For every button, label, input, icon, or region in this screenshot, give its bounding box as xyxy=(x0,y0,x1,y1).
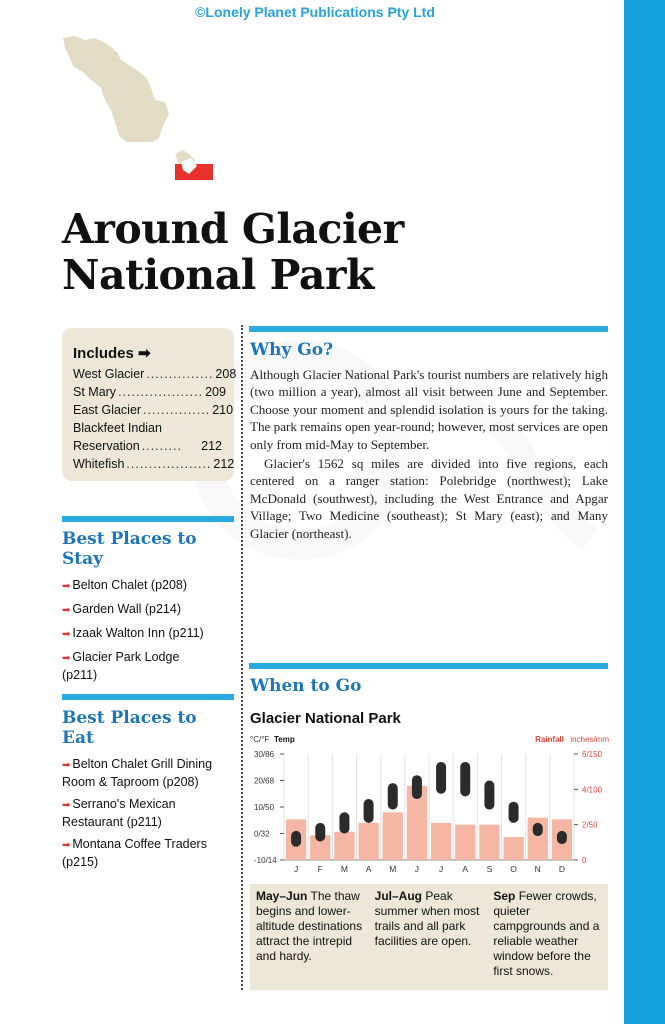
arrow-bullet-icon: ➡ xyxy=(62,760,71,771)
temp-range-bar xyxy=(315,823,325,842)
include-item[interactable]: West Glacier ............... 208 xyxy=(73,367,237,381)
rain-bar xyxy=(479,825,499,860)
temp-range-bar xyxy=(509,802,519,823)
stay-heading: Best Places to Stay xyxy=(62,529,197,569)
month-label: J xyxy=(414,864,420,874)
right-tick-label: 2/50 xyxy=(582,820,598,830)
rain-bar xyxy=(431,823,451,860)
left-tick-label: 20/68 xyxy=(254,776,275,786)
month-label: S xyxy=(486,864,493,874)
right-axis-label: Rainfall xyxy=(535,735,564,744)
right-tick-label: 4/100 xyxy=(582,785,603,795)
temp-range-bar xyxy=(557,831,567,844)
temp-range-bar xyxy=(388,783,398,810)
rain-bar xyxy=(334,832,354,860)
month-label: M xyxy=(340,864,348,874)
left-axis-label: Temp xyxy=(274,735,295,744)
include-item[interactable]: East Glacier ............... 210 xyxy=(73,403,234,417)
month-label: J xyxy=(293,864,299,874)
list-item[interactable]: ➡ Izaak Walton Inn (p211) xyxy=(62,626,204,640)
eat-list xyxy=(62,756,237,876)
include-item[interactable]: Blackfeet Indian Reservation ......... 212 xyxy=(73,421,222,453)
climate-chart xyxy=(248,732,610,880)
why-go-rule xyxy=(249,326,608,332)
right-tick-label: 0 xyxy=(582,856,587,865)
when-to-go-rule xyxy=(249,663,608,669)
list-item[interactable]: ➡ Garden Wall (p214) xyxy=(62,602,182,616)
month-label: N xyxy=(534,864,541,874)
left-axis-unit: °C/°F xyxy=(250,735,270,744)
temp-range-bar xyxy=(364,799,374,823)
rain-bar xyxy=(358,823,378,860)
copyright: ©Lonely Planet Publications Pty Ltd xyxy=(195,4,435,20)
left-tick-label: 0/32 xyxy=(254,829,270,839)
arrow-bullet-icon: ➡ xyxy=(62,629,71,640)
why-go-heading: Why Go? xyxy=(250,340,334,360)
arrow-bullet-icon: ➡ xyxy=(62,581,71,592)
eat-heading: Best Places to Eat xyxy=(62,708,197,748)
month-label: A xyxy=(365,864,372,874)
month-label: D xyxy=(558,864,565,874)
side-tab-bar xyxy=(624,0,665,1024)
month-label: M xyxy=(389,864,397,874)
temp-range-bar xyxy=(436,762,446,794)
temp-range-bar xyxy=(412,775,422,799)
temp-range-bar xyxy=(291,831,301,847)
month-label: A xyxy=(462,864,469,874)
page-title xyxy=(62,206,582,298)
note-jul-aug: Jul–Aug Peak summer when most trails and all park facilities are open. xyxy=(374,889,480,948)
chart-title: Glacier National Park xyxy=(250,710,401,727)
right-axis-unit: inches/mm xyxy=(570,735,609,744)
eat-rule xyxy=(62,694,234,700)
list-item[interactable]: ➡ Serrano's Mexican Restaurant (p211) xyxy=(62,797,176,829)
rain-bar xyxy=(503,837,523,860)
temp-range-bar xyxy=(533,823,543,836)
temp-range-bar xyxy=(484,781,494,810)
temp-range-bar xyxy=(460,762,470,796)
stay-list xyxy=(62,577,237,689)
title-line-1: Around Glacier xyxy=(62,205,404,253)
locator-map-icon xyxy=(55,30,225,190)
include-item[interactable]: Whitefish ................... 212 xyxy=(73,457,235,471)
when-to-go-notes xyxy=(250,884,608,990)
month-label: J xyxy=(438,864,444,874)
title-line-2: National Park xyxy=(62,251,374,299)
why-go-text: Although Glacier National Park's tourist numbers are relatively high (two million a year), almost all visit between June and September. Choose your moment and splendid isolation is yours for the taking. The park remains open year-round; however, most services are open only from mid-May to September. Glacier's 1562 sq miles are divided into five regions, each centered on a ranger station: Polebridge (northwest); Lake McDonald (southwest), including the West Entrance and Apgar Village; Two Medicine (southeast); St Mary (east); and Many Glacier (northeast). xyxy=(250,367,608,541)
right-tick-label: 6/150 xyxy=(582,750,603,759)
includes-box xyxy=(62,328,237,481)
rain-bar xyxy=(383,812,403,860)
includes-heading: Includes ➡ xyxy=(73,345,151,362)
arrow-bullet-icon: ➡ xyxy=(62,800,71,811)
list-item[interactable]: ➡ Belton Chalet (p208) xyxy=(62,578,188,592)
note-sep: Sep Fewer crowds, quieter campgrounds and a reliable weather window before the first snows. xyxy=(493,889,600,978)
left-tick-label: 30/86 xyxy=(254,750,275,759)
list-item[interactable]: ➡ Belton Chalet Grill Dining Room & Taproom (p208) xyxy=(62,757,213,789)
list-item[interactable]: ➡ Glacier Park Lodge (p211) xyxy=(62,650,180,682)
stay-rule xyxy=(62,516,234,522)
left-tick-label: 10/50 xyxy=(254,803,275,812)
note-may-jun: May–Jun The thaw begins and lower-altitude destinations attract the intrepid and hardy. xyxy=(256,889,363,963)
when-to-go-heading: When to Go xyxy=(250,676,362,696)
month-label: F xyxy=(317,864,323,874)
list-item[interactable]: ➡ Montana Coffee Traders (p215) xyxy=(62,837,207,869)
arrow-right-icon: ➡ xyxy=(138,345,151,362)
temp-range-bar xyxy=(339,812,349,833)
left-tick-label: -10/14 xyxy=(254,856,277,865)
column-divider xyxy=(241,325,243,990)
rain-bar xyxy=(455,825,475,860)
arrow-bullet-icon: ➡ xyxy=(62,840,71,851)
month-label: O xyxy=(510,864,517,874)
arrow-bullet-icon: ➡ xyxy=(62,653,71,664)
include-item[interactable]: St Mary ................... 209 xyxy=(73,385,226,399)
arrow-bullet-icon: ➡ xyxy=(62,605,71,616)
